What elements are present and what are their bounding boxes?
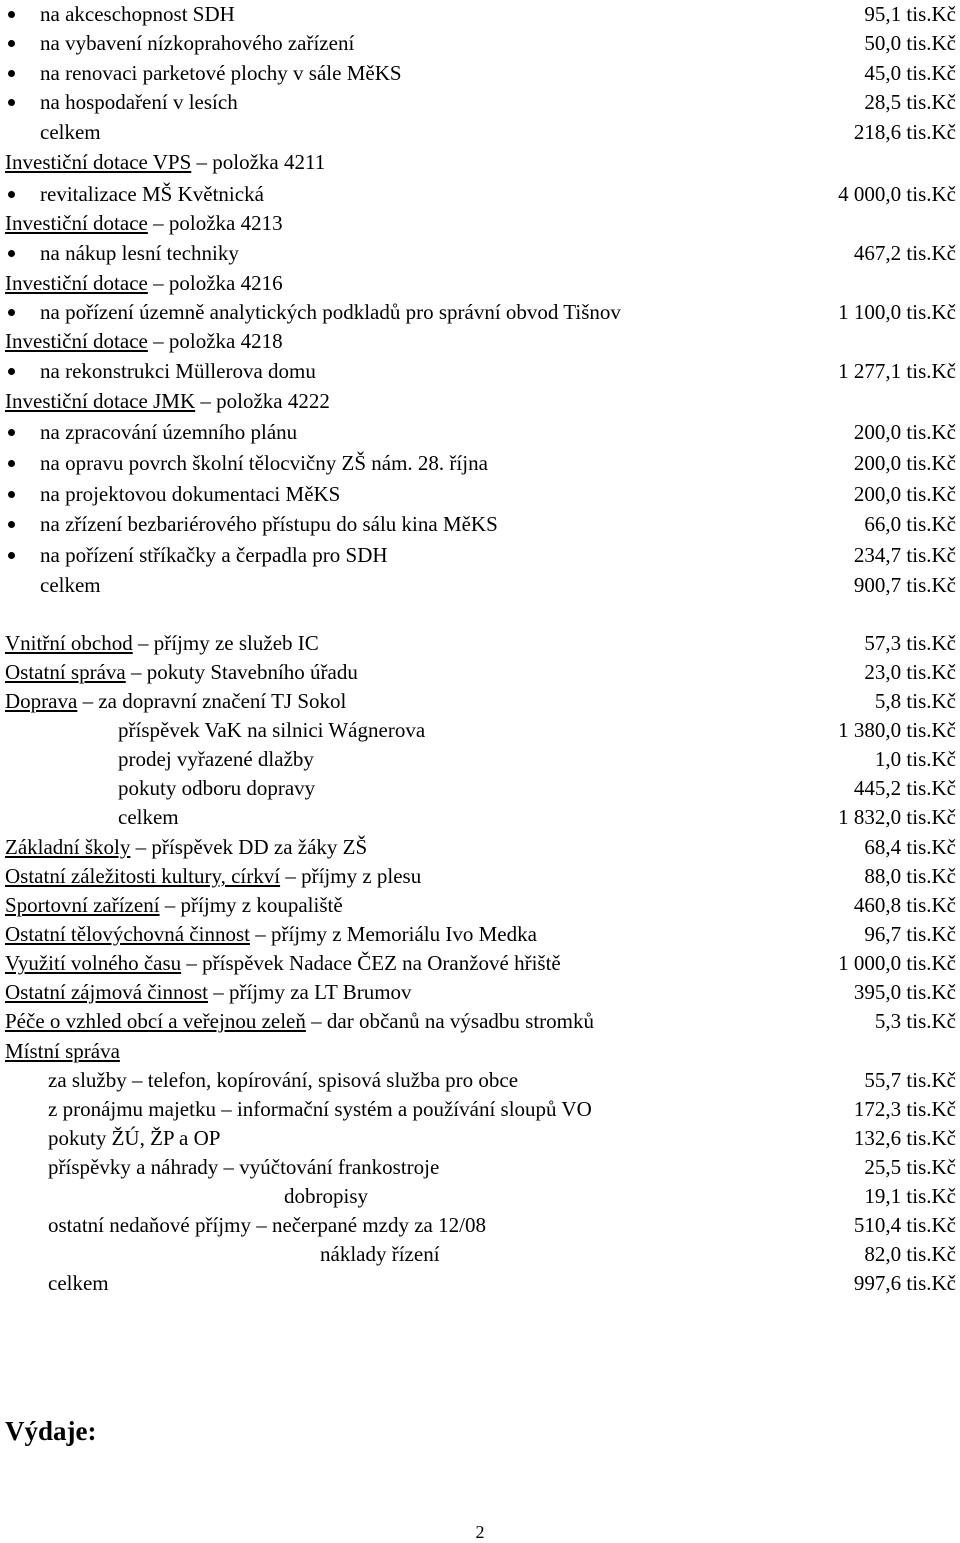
section-title: Investiční dotace — [5, 329, 148, 353]
item-amount: 200,0 tis.Kč — [853, 482, 956, 506]
item-label: na vybavení nízkoprahového zařízení — [40, 31, 355, 55]
item-label: na zřízení bezbariérového přístupu do sálu kina MěKS — [40, 512, 498, 536]
sub-label: pokuty odboru dopravy — [118, 776, 316, 800]
paragraph-row — [0, 1007, 960, 1036]
dash: – — [130, 660, 142, 684]
bullet-icon — [8, 40, 15, 47]
bullet-icon — [8, 70, 15, 77]
total-row — [0, 803, 960, 832]
sub-label: prodej vyřazené dlažby — [118, 747, 314, 771]
paragraph-amount: 68,4 tis.Kč — [864, 835, 956, 859]
section-heading — [0, 148, 960, 177]
expenses-heading: Výdaje: — [5, 1416, 97, 1446]
section-heading — [0, 1037, 960, 1066]
sub-amount: 172,3 tis.Kč — [853, 1097, 956, 1121]
paragraph-title: Vnitřní obchod — [5, 631, 133, 655]
paragraph-amount: 1 000,0 tis.Kč — [838, 951, 956, 975]
paragraph-desc: příjmy z Memoriálu Ivo Medka — [270, 922, 537, 946]
paragraph-title: Ostatní tělovýchovná činnost — [5, 922, 250, 946]
sub-row — [0, 1182, 960, 1211]
item-amount: 28,5 tis.Kč — [864, 90, 956, 114]
paragraph-title: Sportovní zařízení — [5, 893, 160, 917]
item-amount: 45,0 tis.Kč — [864, 61, 956, 85]
list-item — [0, 180, 960, 209]
paragraph-row — [0, 658, 960, 687]
list-item — [0, 59, 960, 88]
item-label: na pořízení územně analytických podkladů pro správní obvod Tišnov — [40, 300, 621, 324]
item-label: revitalizace MŠ Květnická — [40, 182, 264, 206]
item-amount: 50,0 tis.Kč — [864, 31, 956, 55]
list-item — [0, 298, 960, 327]
section-item: položka 4211 — [212, 150, 326, 174]
dash: – — [223, 1155, 235, 1179]
sub-amount: 1 380,0 tis.Kč — [838, 718, 956, 742]
dash: – — [131, 1068, 143, 1092]
paragraph-amount: 96,7 tis.Kč — [864, 922, 956, 946]
sub-desc: nečerpané mzdy za 12/08 — [271, 1213, 486, 1237]
section-title: Investiční dotace VPS — [5, 150, 192, 174]
section-title: Investiční dotace — [5, 211, 148, 235]
sub-amount: 19,1 tis.Kč — [864, 1184, 956, 1208]
dash: – — [213, 980, 224, 1004]
paragraph-title: Ostatní zájmová činnost — [5, 980, 208, 1004]
item-label: na renovaci parketové plochy v sále MěKS — [40, 61, 402, 85]
sub-row — [0, 1124, 960, 1153]
total-amount: 900,7 tis.Kč — [853, 573, 956, 597]
item-amount: 234,7 tis.Kč — [853, 543, 956, 567]
paragraph-amount: 57,3 tis.Kč — [864, 631, 956, 655]
total-label: celkem — [48, 1271, 109, 1295]
dash: – — [200, 389, 211, 413]
section-title: Investiční dotace JMK — [5, 389, 196, 413]
item-label: na rekonstrukci Müllerova domu — [40, 359, 316, 383]
dash: – — [82, 689, 94, 713]
sub-label: příspěvky a náhrady — [48, 1155, 219, 1179]
total-label: celkem — [40, 573, 101, 597]
sub-desc: dobropisy — [284, 1184, 368, 1208]
paragraph-row — [0, 687, 960, 716]
sub-row — [0, 716, 960, 745]
dash: – — [135, 835, 147, 859]
dash: – — [255, 922, 266, 946]
sub-amount: 55,7 tis.Kč — [864, 1068, 956, 1092]
sub-row — [0, 1240, 960, 1269]
section-title: Investiční dotace — [5, 271, 148, 295]
bullet-icon — [8, 491, 15, 498]
paragraph-desc: příjmy z plesu — [301, 864, 422, 888]
item-amount: 467,2 tis.Kč — [853, 241, 956, 265]
item-label: na akceschopnost SDH — [40, 2, 235, 26]
total-amount: 218,6 tis.Kč — [853, 120, 956, 144]
paragraph-row — [0, 920, 960, 949]
sub-label: za služby — [48, 1068, 127, 1092]
dash: – — [311, 1009, 322, 1033]
total-label: celkem — [118, 805, 179, 829]
paragraph-desc: dar občanů na výsadbu stromků — [326, 1009, 594, 1033]
item-amount: 66,0 tis.Kč — [864, 512, 956, 536]
dash: – — [153, 211, 164, 235]
paragraph-amount: 5,3 tis.Kč — [874, 1009, 956, 1033]
section-heading — [0, 387, 960, 416]
paragraph-desc: pokuty Stavebního úřadu — [146, 660, 358, 684]
total-row — [0, 118, 960, 147]
item-amount: 1 100,0 tis.Kč — [838, 300, 956, 324]
list-item — [0, 418, 960, 447]
section-heading — [0, 327, 960, 356]
sub-desc: informační systém a používání sloupů VO — [236, 1097, 592, 1121]
paragraph-amount: 460,8 tis.Kč — [853, 893, 956, 917]
sub-label: ostatní nedaňové příjmy — [48, 1213, 251, 1237]
section-item: položka 4213 — [168, 211, 283, 235]
sub-desc: telefon, kopírování, spisová služba pro obce — [147, 1068, 519, 1092]
bullet-icon — [8, 250, 15, 257]
paragraph-desc: příjmy ze služeb IC — [153, 631, 319, 655]
paragraph-amount: 88,0 tis.Kč — [864, 864, 956, 888]
list-item — [0, 357, 960, 386]
paragraph-title: Doprava — [5, 689, 78, 713]
sub-row — [0, 1066, 960, 1095]
total-amount: 997,6 tis.Kč — [853, 1271, 956, 1295]
bullet-icon — [8, 11, 15, 18]
item-label: na hospodaření v lesích — [40, 90, 238, 114]
page-number: 2 — [475, 1522, 485, 1542]
dash: – — [221, 1097, 232, 1121]
dash: – — [153, 271, 164, 295]
dash: – — [186, 951, 197, 975]
sub-amount: 132,6 tis.Kč — [853, 1126, 956, 1150]
item-label: na zpracování územního plánu — [40, 420, 298, 444]
sub-amount: 82,0 tis.Kč — [864, 1242, 956, 1266]
item-amount: 4 000,0 tis.Kč — [838, 182, 956, 206]
paragraph-row — [0, 891, 960, 920]
list-item — [0, 88, 960, 117]
bullet-icon — [8, 460, 15, 467]
bullet-icon — [8, 309, 15, 316]
dash: – — [256, 1213, 267, 1237]
total-row — [0, 1269, 960, 1298]
sub-row — [0, 1211, 960, 1240]
section-heading — [0, 209, 960, 238]
paragraph-amount: 23,0 tis.Kč — [864, 660, 956, 684]
dash: – — [285, 864, 296, 888]
list-item — [0, 510, 960, 539]
sub-amount: 1,0 tis.Kč — [874, 747, 956, 771]
paragraph-title: Základní školy — [5, 835, 131, 859]
paragraph-desc: za dopravní značení TJ Sokol — [98, 689, 347, 713]
total-amount: 1 832,0 tis.Kč — [838, 805, 956, 829]
list-item — [0, 0, 960, 29]
paragraph-desc: příjmy za LT Brumov — [228, 980, 412, 1004]
section-title: Místní správa — [5, 1039, 120, 1063]
sub-label: příspěvek VaK na silnici Wágnerova — [118, 718, 426, 742]
dash: – — [153, 329, 164, 353]
dash: – — [196, 150, 208, 174]
bullet-icon — [8, 521, 15, 528]
sub-desc: vyúčtování frankostroje — [239, 1155, 440, 1179]
paragraph-title: Ostatní správa — [5, 660, 126, 684]
total-label: celkem — [40, 120, 101, 144]
paragraph-desc: příspěvek DD za žáky ZŠ — [151, 835, 368, 859]
section-item: položka 4218 — [168, 329, 283, 353]
section-heading — [0, 269, 960, 298]
section-item: položka 4222 — [216, 389, 330, 413]
bullet-icon — [8, 368, 15, 375]
sub-label: pokuty ŽÚ, ŽP a OP — [48, 1126, 221, 1150]
item-label: na projektovou dokumentaci MěKS — [40, 482, 341, 506]
paragraph-row — [0, 833, 960, 862]
sub-amount: 445,2 tis.Kč — [853, 776, 956, 800]
paragraph-title: Ostatní záležitosti kultury, církví — [5, 864, 281, 888]
total-row — [0, 571, 960, 600]
item-amount: 1 277,1 tis.Kč — [838, 359, 956, 383]
item-label: na pořízení stříkačky a čerpadla pro SDH — [40, 543, 388, 567]
item-label: na nákup lesní techniky — [40, 241, 239, 265]
sub-row — [0, 774, 960, 803]
paragraph-row — [0, 629, 960, 658]
paragraph-row — [0, 978, 960, 1007]
list-item — [0, 480, 960, 509]
item-amount: 200,0 tis.Kč — [853, 451, 956, 475]
paragraph-title: Využití volného času — [5, 951, 182, 975]
sub-amount: 25,5 tis.Kč — [864, 1155, 956, 1179]
paragraph-amount: 395,0 tis.Kč — [853, 980, 956, 1004]
paragraph-desc: příspěvek Nadace ČEZ na Oranžové hřiště — [202, 951, 561, 975]
dash: – — [137, 631, 149, 655]
list-item — [0, 449, 960, 478]
bullet-icon — [8, 552, 15, 559]
section-item: položka 4216 — [168, 271, 283, 295]
bullet-icon — [8, 429, 15, 436]
paragraph-amount: 5,8 tis.Kč — [874, 689, 956, 713]
item-amount: 200,0 tis.Kč — [853, 420, 956, 444]
list-item — [0, 541, 960, 570]
item-amount: 95,1 tis.Kč — [864, 2, 956, 26]
list-item — [0, 29, 960, 58]
paragraph-title: Péče o vzhled obcí a veřejnou zeleň — [5, 1009, 306, 1033]
sub-row — [0, 745, 960, 774]
list-item — [0, 239, 960, 268]
bullet-icon — [8, 191, 15, 198]
paragraph-desc: příjmy z koupaliště — [180, 893, 343, 917]
paragraph-row — [0, 862, 960, 891]
sub-amount: 510,4 tis.Kč — [853, 1213, 956, 1237]
sub-row — [0, 1095, 960, 1124]
item-label: na opravu povrch školní tělocvičny ZŠ nám. 28. října — [40, 451, 488, 475]
sub-desc: náklady řízení — [320, 1242, 440, 1266]
paragraph-row — [0, 949, 960, 978]
sub-row — [0, 1153, 960, 1182]
sub-label: z pronájmu majetku — [48, 1097, 216, 1121]
dash: – — [164, 893, 176, 917]
bullet-icon — [8, 99, 15, 106]
